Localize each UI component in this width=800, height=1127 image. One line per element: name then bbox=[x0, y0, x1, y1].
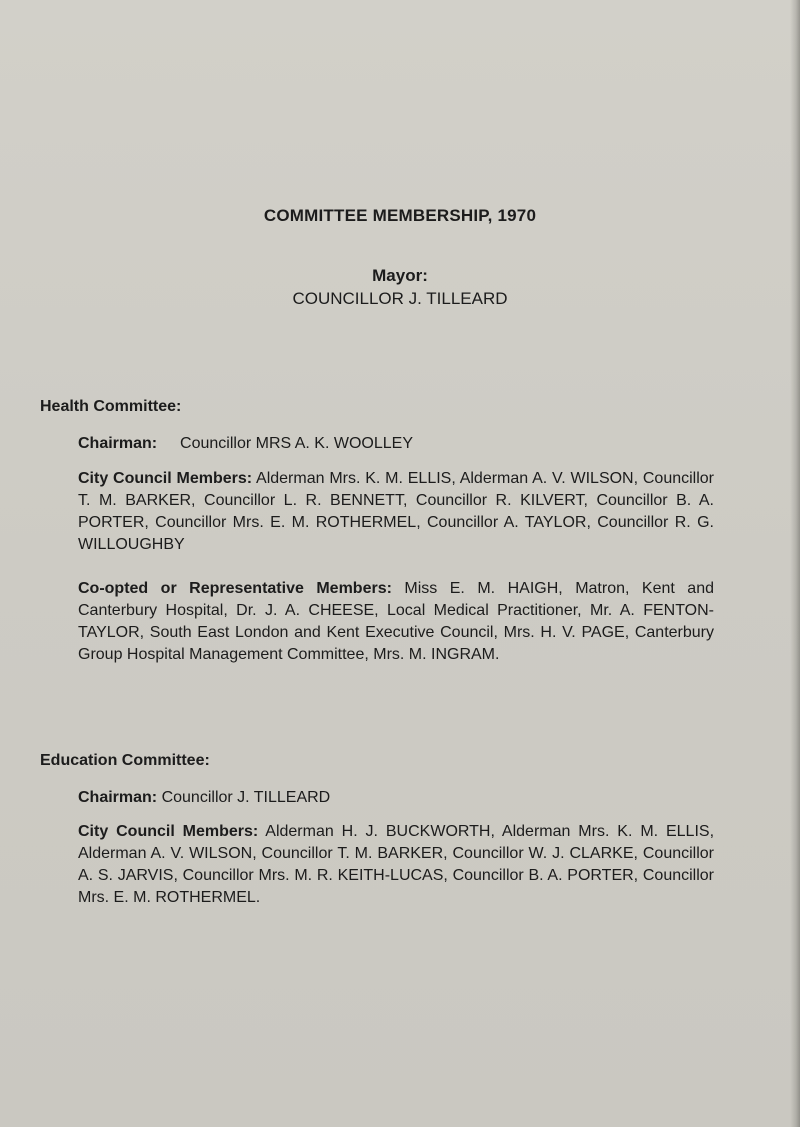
health-committee-heading: Health Committee: bbox=[40, 398, 182, 415]
health-coopted-label: Co-opted or Representative Members: bbox=[78, 580, 392, 597]
health-chairman-label: Chairman: bbox=[78, 435, 158, 452]
health-chairman-value: Councillor MRS A. K. WOOLLEY bbox=[180, 435, 413, 452]
health-city-members bbox=[78, 468, 714, 556]
mayor-label: Mayor: bbox=[372, 266, 428, 285]
page-edge-shadow bbox=[790, 0, 800, 1127]
education-city-members bbox=[78, 821, 714, 909]
education-committee-heading: Education Committee: bbox=[40, 752, 210, 769]
health-coopted-members bbox=[78, 578, 714, 666]
education-chairman-line bbox=[78, 787, 714, 809]
document-title: COMMITTEE MEMBERSHIP, 1970 bbox=[263, 206, 537, 225]
mayor-name: COUNCILLOR J. TILLEARD bbox=[292, 289, 508, 308]
education-city-members-label: City Council Members: bbox=[78, 823, 259, 840]
education-chairman-label: Chairman: bbox=[78, 789, 158, 806]
health-city-members-value: Alderman Mrs. K. M. ELLIS, Alderman A. V. WILSON, Councillor T. M. BARKER, Councillor L. R. BENNETT, Councillor R. KILVERT, Councillor B. A. PORTER, Councillor Mrs. E. M. ROTHERMEL, Councillor A. TAYLOR, Councillor R. G. WILLOUGHBY bbox=[78, 470, 715, 553]
health-coopted-value: Miss E. M. HAIGH, Matron, Kent and Canterbury Hospital, Dr. J. A. CHEESE, Local Medical Practitioner, Mr. A. FENTON-TAYLOR, South East London and Kent Executive Council, Mrs. H. V. PAGE, Canterbury Group Hospital Management Committee, Mrs. M. INGRAM. bbox=[78, 580, 714, 663]
education-chairman-value: Councillor J. TILLEARD bbox=[161, 789, 331, 806]
health-chairman-line bbox=[78, 433, 714, 455]
health-city-members-label: City Council Members: bbox=[78, 470, 253, 487]
education-city-members-value: Alderman H. J. BUCKWORTH, Alderman Mrs. K. M. ELLIS, Alderman A. V. WILSON, Councillor T. M. BARKER, Councillor W. J. CLARKE, Councillor A. S. JARVIS, Councillor Mrs. M. R. KEITH-LUCAS, Councillor B. A. PORTER, Councillor Mrs. E. M. ROTHERMEL. bbox=[78, 823, 715, 906]
